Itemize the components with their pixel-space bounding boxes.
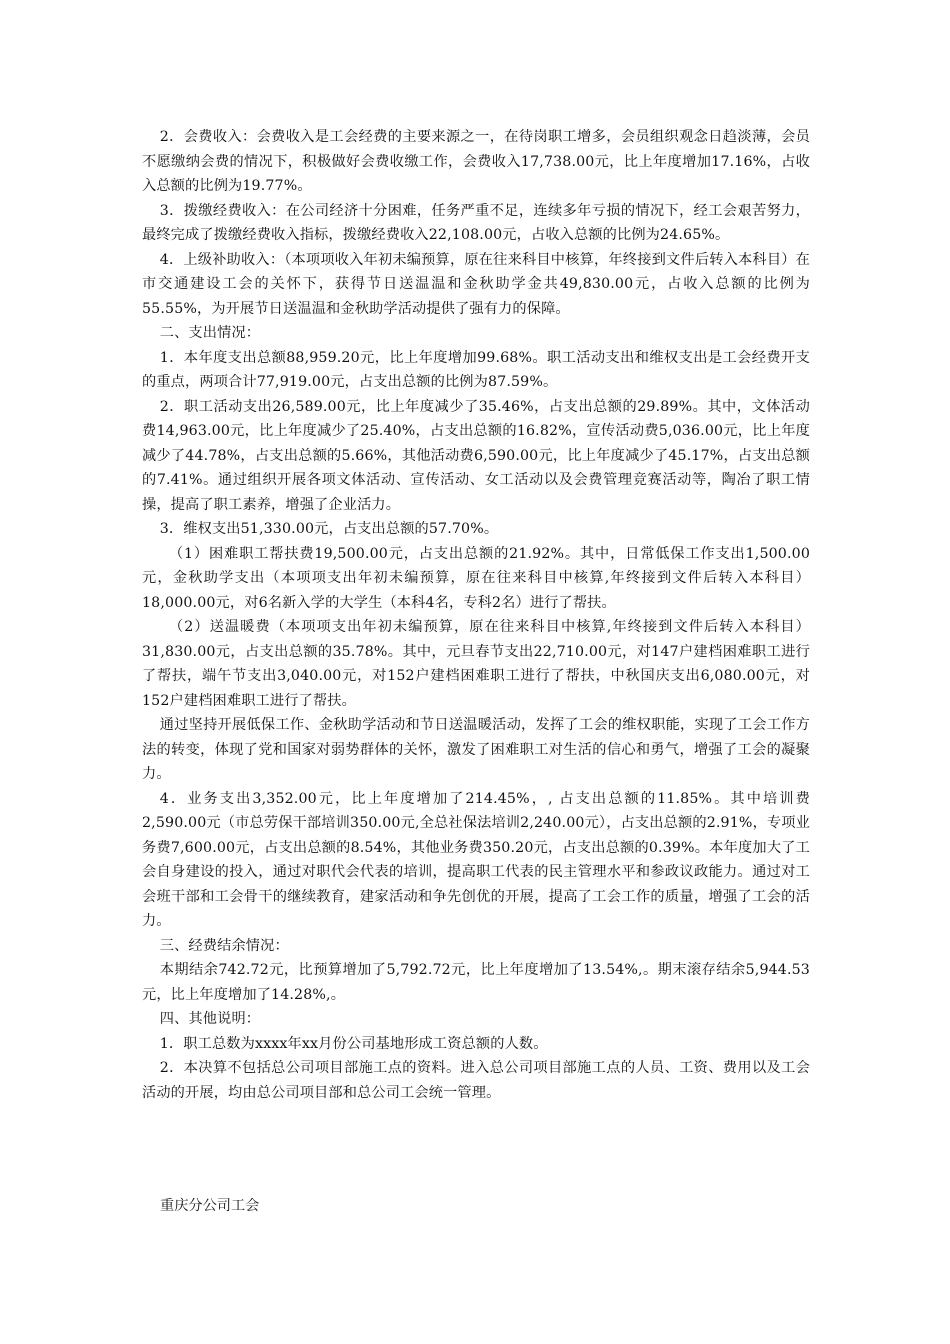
paragraph-superior-subsidy-income: 4．上级补助收入：（本项项收入年初未编预算，原在往来科目中核算，年终接到文件后转入本科目）在市交通建设工会的关怀下，获得节日送温温和金秋助学金共49,830.00元，占收入总额的比例为55.55%，为开展节日送温温和金秋助学活动提供了强有力的保障。 bbox=[142, 251, 810, 317]
paragraph-allocated-fund-income: 3．拨缴经费收入：在公司经济十分困难，任务严重不足，连续多年亏损的情况下，经工会艰苦努力，最终完成了拨缴经费收入指标，拨缴经费收入22,108.00元，占收入总额的比例为24.65%。 bbox=[142, 202, 810, 243]
paragraph-warmth-delivery: （2）送温暖费（本项项支出年初未编预算，原在往来科目中核算,年终接到文件后转入本科目）31,830.00元，占支出总额的35.78%。其中，元旦春节支出22,710.00元，对147户建档困难职工进行了帮扶，端午节支出3,040.00元，对152户建档困难职工进行了帮扶，中秋国庆支出6,080.00元，对152户建档困难职工进行了帮扶。 bbox=[142, 619, 810, 709]
paragraph-hardship-assistance: （1）困难职工帮扶费19,500.00元，占支出总额的21.92%。其中，日常低保工作支出1,500.00元，金秋助学支出（本项项支出年初未编预算，原在往来科目中核算,年终接到文件后转入本科目）18,000.00元，对6名新入学的大学生（本科4名，专科2名）进行了帮扶。 bbox=[142, 545, 810, 611]
heading-fund-balance: 三、经费结余情况： bbox=[159, 937, 289, 954]
paragraph-rights-summary: 通过坚持开展低保工作、金秋助学活动和节日送温暖活动，发挥了工会的维权职能，实现了工会工作方法的转变，体现了党和国家对弱势群体的关怀，激发了困难职工对生活的信心和勇气，增强了工会的凝聚力。 bbox=[142, 717, 810, 782]
paragraph-note-staff-count: 1．职工总数为xxxx年xx月份公司基地形成工资总额的人数。 bbox=[159, 1035, 548, 1052]
paragraph-total-expenditure: 1．本年度支出总额88,959.20元，比上年度增加99.68%。职工活动支出和维权支出是工会经费开支的重点，两项合计77,919.00元，占支出总额的比例为87.59%。 bbox=[142, 349, 810, 390]
paragraph-staff-activity-expenditure: 2．职工活动支出26,589.00元，比上年度减少了35.46%，占支出总额的29.89%。其中，文体活动费14,963.00元，比上年度减少了25.40%，占支出总额的16.82%，宣传活动费5,036.00元，比上年度减少了44.78%，占支出总额的5.66%，其他活动费6,590.00元，比上年度减少了45.17%，占支出总额的7.41%。通过组织开展各项文体活动、宣传活动、女工活动以及会费管理竞赛活动等，陶冶了职工情操，提高了职工素养，增强了企业活力。 bbox=[142, 398, 810, 513]
document-body bbox=[142, 125, 810, 1105]
paragraph-note-scope: 2．本决算不包括总公司项目部施工点的资料。进入总公司项目部施工点的人员、工资、费用以及工会活动的开展，均由总公司项目部和总公司工会统一管理。 bbox=[142, 1060, 810, 1101]
signature-organization: 重庆分公司工会 bbox=[160, 1198, 260, 1214]
paragraph-business-expenditure: 4．业务支出3,352.00元，比上年度增加了214.45%，, 占支出总额的11.85%。其中培训费2,590.00元（市总劳保干部培训350.00元,全总社保法培训2,240.00元），占支出总额的2.91%，专项业务费7,600.00元，占支出总额的8.54%，其他业务费350.20元，占支出总额的0.39%。本年度加大了工会自身建设的投入，通过对职代会代表的培训，提高职工代表的民主管理水平和参政议政能力。通过对工会班干部和工会骨干的继续教育，建家活动和争先创优的开展，提高了工会工作的质量，增强了工会的活力。 bbox=[142, 790, 810, 929]
heading-other-notes: 四、其他说明： bbox=[159, 1011, 261, 1027]
heading-expenditure: 二、支出情况： bbox=[159, 325, 261, 341]
paragraph-rights-expenditure: 3．维权支出51,330.00元，占支出总额的57.70%。 bbox=[159, 521, 499, 537]
paragraph-membership-fee-income: 2．会费收入：会费收入是工会经费的主要来源之一，在待岗职工增多，会员组织观念日趋淡薄，会员不愿缴纳会费的情况下，积极做好会费收缴工作，会费收入17,738.00元，比上年度增加17.16%，占收入总额的比例为19.77%。 bbox=[142, 129, 810, 194]
paragraph-fund-balance: 本期结余742.72元，比预算增加了5,792.72元，比上年度增加了13.54%,。期末滚存结余5,944.53元，比上年度增加了14.28%,。 bbox=[142, 962, 810, 1003]
